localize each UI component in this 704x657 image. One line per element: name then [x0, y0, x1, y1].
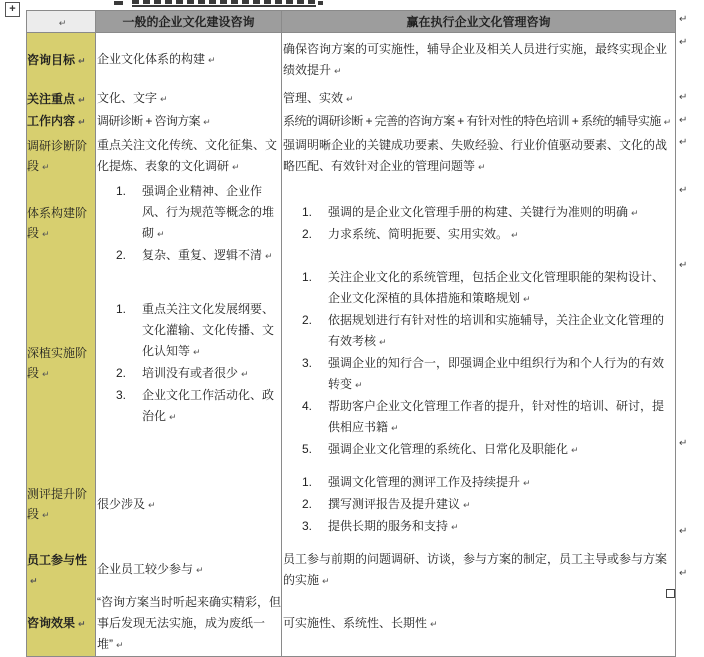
cropped-text-fragment	[318, 1, 323, 5]
general-cell[interactable]	[96, 267, 282, 461]
pilcrow-mark: ↵	[42, 510, 50, 520]
general-cell[interactable]	[96, 133, 282, 181]
row-label: 体系构建阶段	[27, 206, 88, 240]
cell-text: 企业文化体系的构建	[97, 52, 206, 67]
pilcrow-mark: ↵	[334, 65, 342, 76]
list-item	[282, 310, 675, 353]
pilcrow-mark: ↵	[511, 229, 519, 240]
cell-text: “咨询方案当时听起来确实精彩，但事后发现无法实施，成为废纸一堆”	[97, 594, 281, 651]
cell-text: 确保咨询方案的可实施性，辅导企业及相关人员进行实施，最终实现企业绩效提升	[283, 41, 668, 77]
row-label-cell[interactable]	[27, 267, 96, 461]
table-row	[27, 549, 676, 592]
row-label: 咨询效果	[27, 616, 76, 630]
row-label-cell[interactable]	[27, 111, 96, 133]
table-row	[27, 592, 676, 657]
cell-paragraph	[96, 135, 281, 178]
execution-cell[interactable]	[282, 133, 676, 181]
list-number: 1.	[302, 474, 313, 489]
list-item-text: 强调的是企业文化管理手册的构建、关键行为准则的明确 ↵	[328, 204, 639, 219]
general-cell[interactable]	[96, 181, 282, 267]
table-row	[27, 33, 676, 88]
list-item	[282, 353, 675, 396]
list-item-text: 提供长期的服务和支持 ↵	[328, 518, 459, 533]
pilcrow-mark: ↵	[58, 17, 67, 28]
execution-cell[interactable]	[282, 549, 676, 592]
row-label-cell[interactable]	[27, 181, 96, 267]
pilcrow-mark: ↵	[42, 162, 50, 172]
cell-text: 强调明晰企业的关键成功要素、失败经验、行业价值驱动要素、文化的战略匹配、有效针对企业的管理问题等	[283, 138, 668, 173]
pilcrow-mark: ↵	[463, 499, 471, 510]
table-row	[27, 181, 676, 267]
cell-paragraph	[96, 559, 281, 581]
list-number: 1.	[302, 269, 313, 284]
pilcrow-mark: ↵	[322, 575, 330, 586]
general-cell[interactable]	[96, 592, 282, 657]
row-label: 工作内容	[27, 114, 76, 128]
pilcrow-mark: ↵	[663, 116, 671, 127]
list-item	[96, 181, 281, 245]
general-cell[interactable]	[96, 461, 282, 549]
execution-cell[interactable]	[282, 181, 676, 267]
pilcrow-mark: ↵	[571, 444, 579, 455]
row-label: 员工参与性	[27, 552, 88, 567]
row-label-cell[interactable]	[27, 33, 96, 88]
list-item	[282, 494, 675, 516]
row-end-mark: ↵	[679, 526, 688, 537]
pilcrow-mark: ↵	[78, 94, 86, 105]
list-item	[96, 245, 281, 267]
cell-paragraph	[282, 613, 675, 635]
pilcrow-mark: ↵	[232, 162, 240, 172]
list-item-text: 重点关注文化发展纲要、文化灌输、文化传播、文化认知等 ↵	[142, 302, 275, 358]
table-row	[27, 461, 676, 549]
list-number: 1.	[302, 204, 313, 219]
pilcrow-mark: ↵	[391, 422, 399, 433]
general-cell[interactable]	[96, 88, 282, 111]
cell-text: 管理、实效	[283, 91, 344, 105]
list-number: 1.	[116, 302, 127, 316]
list-item	[282, 267, 675, 310]
row-end-mark: ↵	[679, 260, 688, 271]
pilcrow-mark: ↵	[157, 228, 165, 239]
execution-cell[interactable]	[282, 111, 676, 133]
row-end-mark: ↵	[679, 37, 688, 48]
row-label: 深植实施阶段	[27, 346, 88, 380]
row-end-mark: ↵	[679, 568, 688, 579]
pilcrow-mark: ↵	[116, 639, 124, 650]
table-resize-handle[interactable]	[666, 589, 675, 598]
comparison-table	[26, 10, 676, 657]
pilcrow-mark: ↵	[78, 117, 86, 127]
list-number: 3.	[302, 518, 313, 533]
pilcrow-mark: ↵	[148, 499, 156, 510]
list-item	[282, 202, 675, 224]
pilcrow-mark: ↵	[203, 116, 211, 127]
list-item	[282, 439, 675, 461]
list-item-text: 依据规划进行有针对性的培训和实施辅导，关注企业文化管理的有效考核 ↵	[328, 312, 665, 348]
cell-text: 重点关注文化传统、文化征集、文化提炼、表象的文化调研	[97, 138, 278, 173]
list-item	[96, 385, 281, 428]
pilcrow-mark: ↵	[42, 369, 50, 379]
pilcrow-mark: ↵	[523, 477, 531, 488]
pilcrow-mark: ↵	[30, 575, 38, 586]
pilcrow-mark: ↵	[523, 293, 531, 304]
execution-cell[interactable]	[282, 267, 676, 461]
execution-cell[interactable]	[282, 88, 676, 111]
table-row	[27, 133, 676, 181]
list-item-text: 帮助客户企业文化管理工作者的提升，针对性的培训、研讨，提供相应书籍 ↵	[328, 398, 665, 434]
list-number: 4.	[302, 398, 313, 413]
header-cell-general[interactable]: 一般的企业文化建设咨询	[96, 11, 282, 33]
pilcrow-mark: ↵	[478, 162, 486, 172]
pilcrow-mark: ↵	[379, 336, 387, 347]
list-item	[96, 299, 281, 363]
list-item	[282, 516, 675, 538]
list-item-text: 复杂、重复、逻辑不清 ↵	[142, 247, 273, 262]
cropped-title-fragment	[132, 0, 316, 7]
list-number: 3.	[116, 388, 127, 402]
pilcrow-mark: ↵	[631, 207, 639, 218]
list-number: 2.	[302, 226, 313, 241]
list-item-text: 企业文化工作活动化、政治化 ↵	[142, 388, 275, 423]
row-end-mark: ↵	[679, 14, 688, 25]
row-end-mark: ↵	[679, 137, 688, 148]
list-item-text: 强调企业精神、企业作风、行为规范等概念的堆砌 ↵	[142, 183, 275, 240]
row-label-cell[interactable]	[27, 461, 96, 549]
list-number: 2.	[116, 366, 127, 380]
execution-cell[interactable]	[282, 461, 676, 549]
execution-cell[interactable]	[282, 33, 676, 88]
cell-paragraph	[282, 135, 675, 178]
pilcrow-mark: ↵	[451, 521, 459, 532]
list-number: 3.	[302, 355, 313, 370]
pilcrow-mark: ↵	[346, 94, 354, 104]
header-row	[27, 11, 676, 33]
list-item-text: 强调文化管理的测评工作及持续提升 ↵	[328, 474, 531, 489]
list-item-text: 强调企业文化管理的系统化、日常化及职能化 ↵	[328, 441, 579, 456]
table-move-handle-icon[interactable]: +	[5, 2, 20, 17]
pilcrow-mark: ↵	[42, 229, 50, 239]
cropped-text-fragment	[114, 1, 123, 5]
general-cell[interactable]	[96, 111, 282, 133]
list-item-text: 强调企业的知行合一，即强调企业中组织行为和个人行为的有效转变 ↵	[328, 355, 665, 391]
pilcrow-mark: ↵	[78, 619, 86, 629]
cell-text: 员工参与前期的问题调研、访谈，参与方案的制定，员工主导或参与方案的实施	[283, 551, 668, 587]
cell-paragraph	[96, 592, 281, 656]
cell-text: 可实施性、系统性、长期性	[283, 615, 428, 630]
pilcrow-mark: ↵	[78, 55, 86, 66]
cell-paragraph	[282, 111, 675, 133]
cell-paragraph	[96, 49, 281, 71]
list-item	[96, 363, 281, 385]
general-cell[interactable]	[96, 33, 282, 88]
table-row	[27, 111, 676, 133]
list-item-text: 关注企业文化的系统管理，包括企业文化管理职能的架构设计、企业文化深植的具体措施和策略规划 ↵	[328, 269, 665, 305]
cell-paragraph	[282, 39, 675, 82]
row-label: 测评提升阶段	[27, 487, 88, 521]
cell-text: 文化、文字	[97, 91, 158, 105]
list-number: 5.	[302, 441, 313, 456]
row-label: 咨询目标	[27, 52, 76, 67]
list-item-text: 培训没有或者很少 ↵	[142, 366, 249, 380]
table-row	[27, 88, 676, 111]
list-number: 2.	[302, 496, 313, 511]
pilcrow-mark: ↵	[196, 565, 204, 575]
list-item	[282, 396, 675, 439]
row-end-mark: ↵	[679, 438, 688, 449]
row-label: 调研诊断阶段	[27, 139, 88, 173]
pilcrow-mark: ↵	[160, 94, 168, 104]
cell-text: 很少涉及	[97, 496, 146, 511]
row-label-cell[interactable]	[27, 592, 96, 657]
execution-cell[interactable]	[282, 592, 676, 657]
cell-paragraph	[282, 88, 675, 110]
header-cell-execution[interactable]: 赢在执行企业文化管理咨询	[282, 11, 676, 33]
cell-paragraph	[96, 88, 281, 110]
pilcrow-mark: ↵	[208, 55, 216, 66]
pilcrow-mark: ↵	[241, 369, 249, 379]
pilcrow-mark: ↵	[169, 412, 177, 422]
general-cell[interactable]	[96, 549, 282, 592]
row-label-cell[interactable]	[27, 88, 96, 111]
list-item-text: 力求系统、简明扼要、实用实效。 ↵	[328, 226, 519, 241]
table-row	[27, 267, 676, 461]
pilcrow-mark: ↵	[355, 379, 363, 390]
pilcrow-mark: ↵	[265, 250, 273, 261]
list-number: 2.	[302, 312, 313, 327]
pilcrow-mark: ↵	[193, 347, 201, 357]
cell-text: 调研诊断 + 咨询方案	[97, 113, 201, 128]
cell-text: 企业员工较少参与	[97, 562, 194, 576]
cell-paragraph	[282, 549, 675, 592]
list-number: 1.	[116, 183, 127, 198]
row-label-cell[interactable]	[27, 133, 96, 181]
list-item	[282, 224, 675, 246]
list-item-text: 撰写测评报告及提升建议 ↵	[328, 496, 471, 511]
row-end-mark: ↵	[679, 185, 688, 196]
row-end-mark: ↵	[679, 115, 688, 126]
row-label-cell[interactable]	[27, 549, 96, 592]
row-label: 关注重点	[27, 91, 76, 106]
pilcrow-mark: ↵	[430, 618, 438, 629]
list-number: 2.	[116, 247, 127, 262]
header-cell-empty[interactable]	[27, 11, 96, 33]
cell-paragraph	[96, 111, 281, 133]
cell-paragraph	[96, 494, 281, 516]
cell-text: 系统的调研诊断 + 完善的咨询方案 + 有针对性的特色培训 + 系统的辅导实施	[283, 113, 661, 128]
row-end-mark: ↵	[679, 92, 688, 103]
list-item	[282, 472, 675, 494]
